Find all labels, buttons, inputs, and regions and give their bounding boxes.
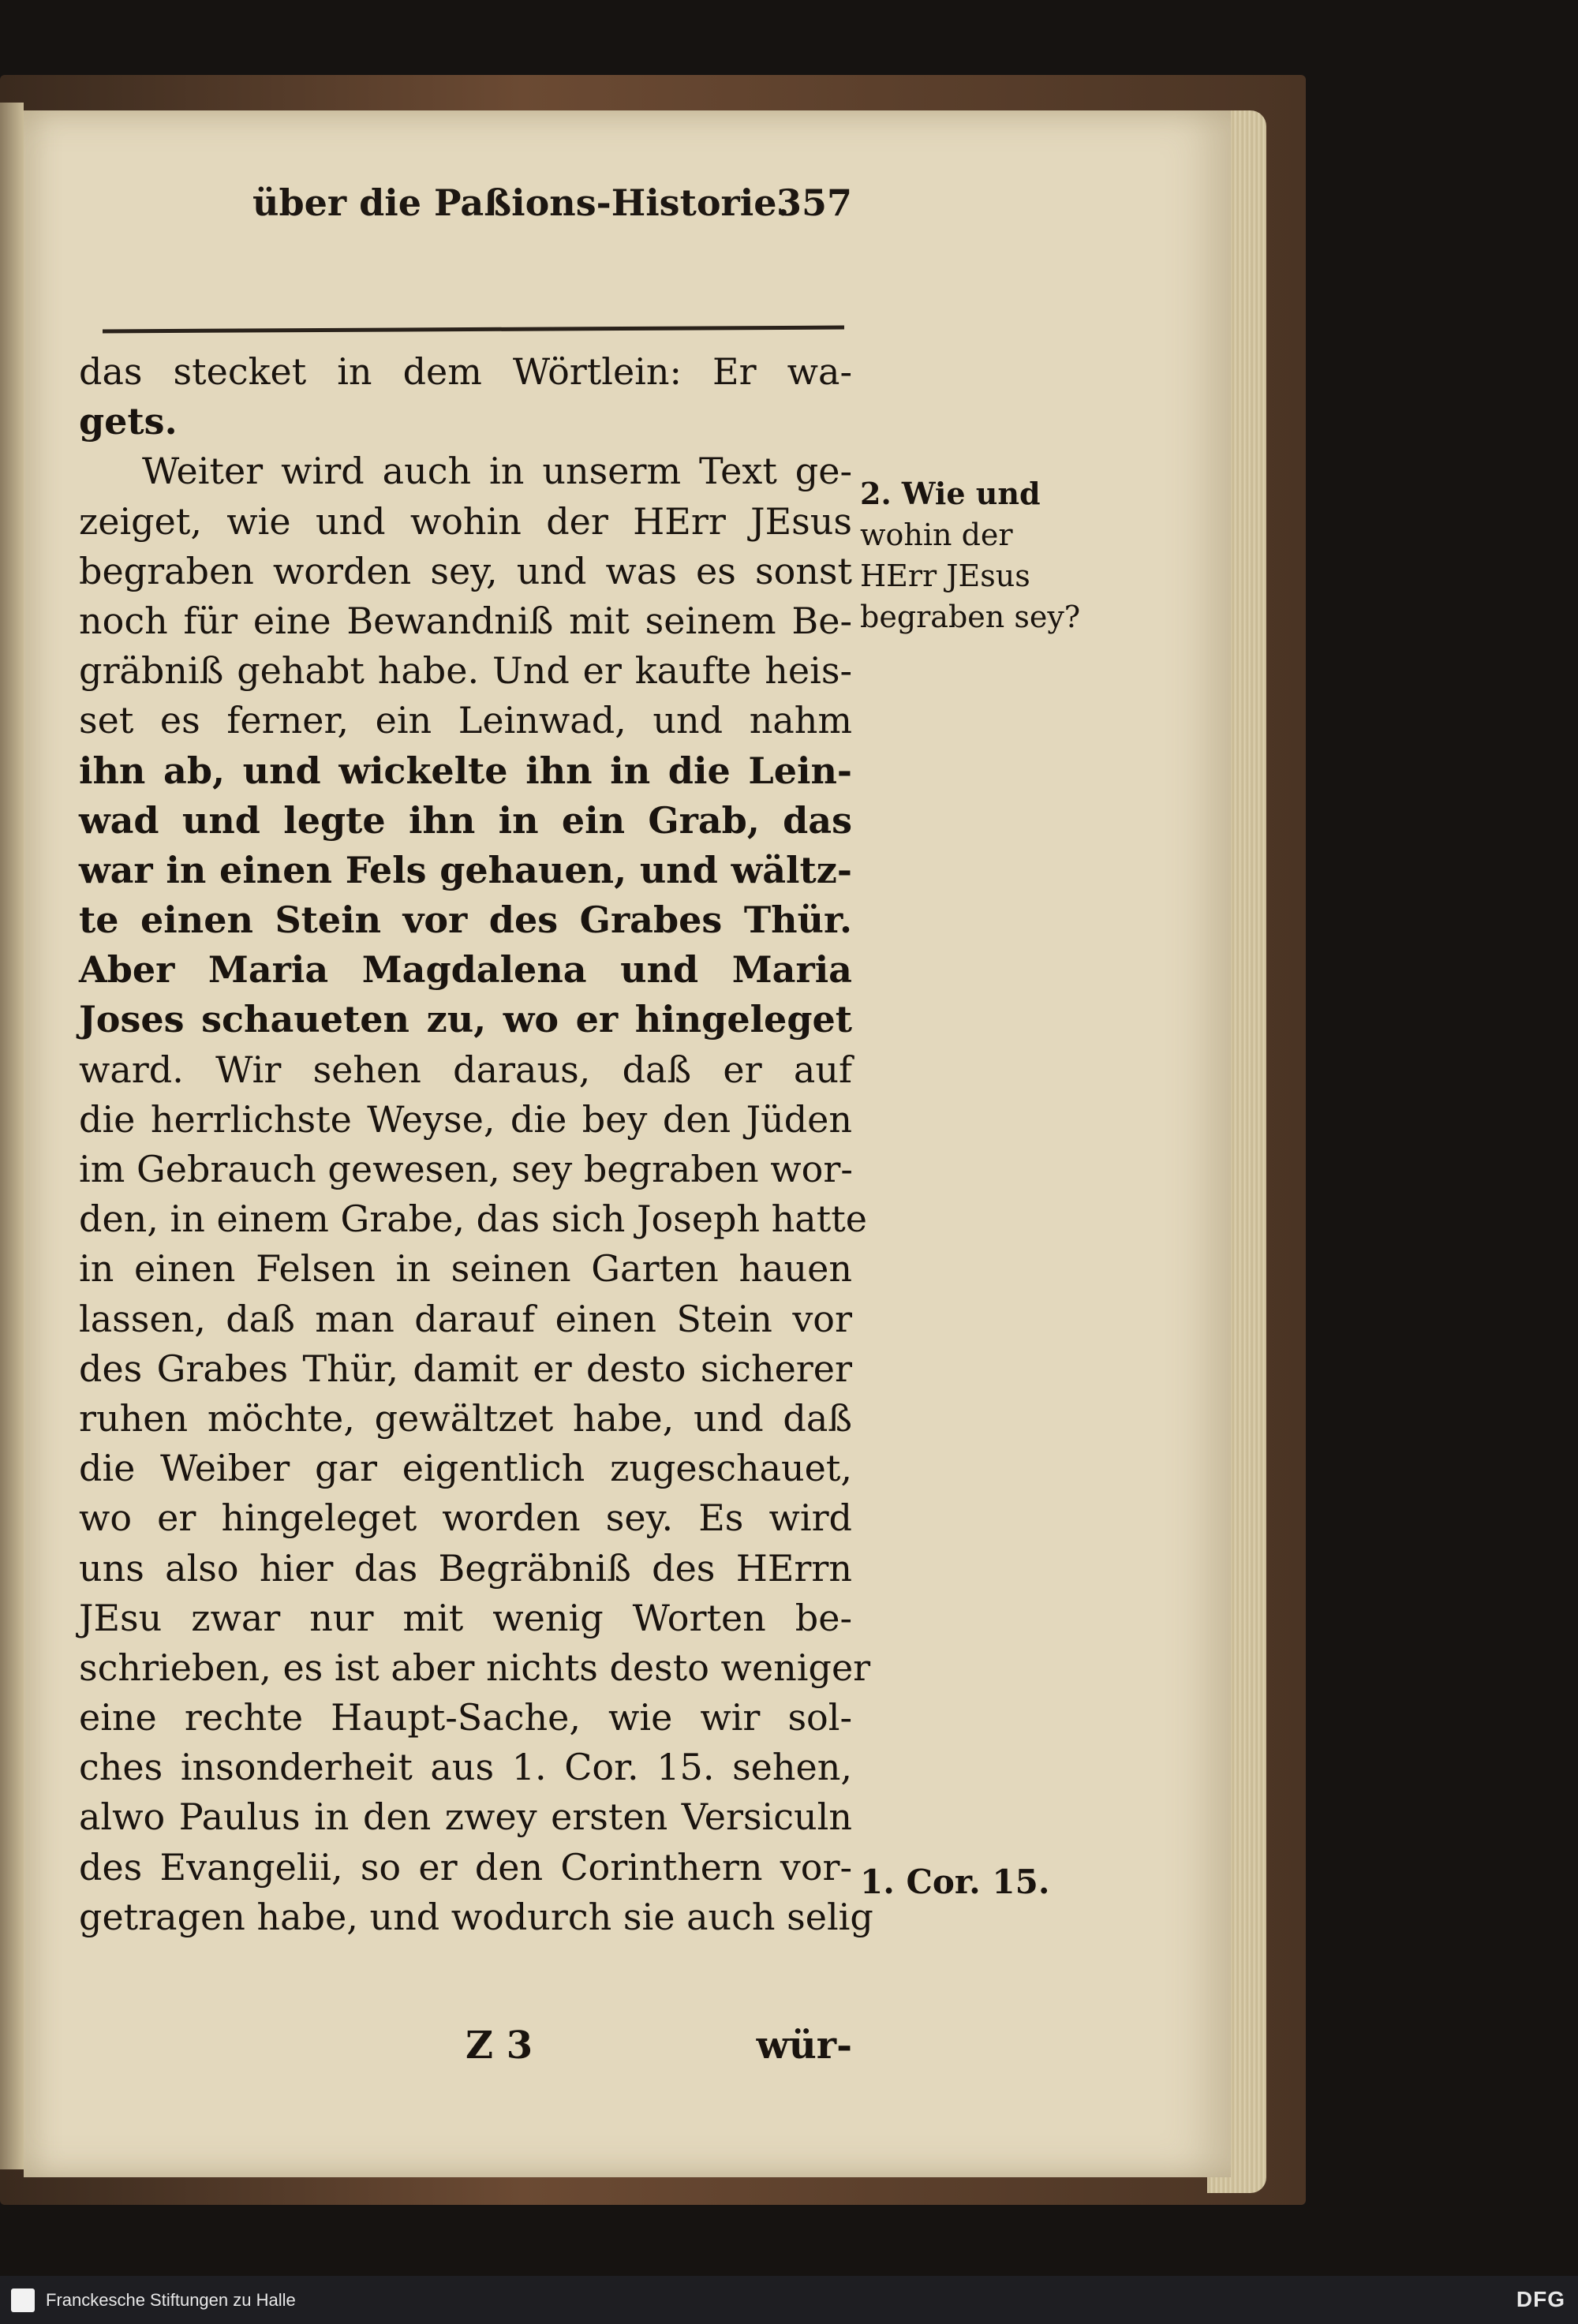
text-line: ward. Wir sehen daraus, daß er auf: [79, 1048, 852, 1091]
text-line: set es ferner, ein Leinwad, und nahm: [79, 699, 852, 742]
text-line: war in einen Fels gehauen, und wältz-: [79, 848, 852, 891]
text-line: wo er hingeleget worden sey. Es wird: [79, 1496, 852, 1540]
text-line: ches insonderheit aus 1. Cor. 15. sehen,: [79, 1746, 852, 1789]
page-header: [237, 174, 852, 237]
text-line: Aber Maria Magdalena und Maria: [79, 948, 852, 992]
text-line: alwo Paulus in den zwey ersten Versiculn: [79, 1795, 852, 1839]
running-head: über die Paßions-Historie.: [252, 181, 790, 224]
margin-note-line: 2. Wie und: [860, 476, 1041, 511]
text-line: noch für eine Bewandniß mit seinem Be-: [79, 599, 852, 642]
text-line: das stecket in dem Wörtlein: Er wa-: [79, 350, 852, 393]
text-line: Weiter wird auch in unserm Text ge-: [142, 450, 852, 493]
text-line: JEsu zwar nur mit wenig Worten be-: [79, 1596, 852, 1639]
text-line: des Evangelii, so er den Corinthern vor-: [79, 1845, 852, 1889]
text-line: Joses schaueten zu, wo er hingeleget: [79, 998, 852, 1041]
text-line: zeiget, wie und wohin der HErr JEsus: [79, 499, 852, 543]
text-line: ruhen möchte, gewältzet habe, und daß: [79, 1396, 852, 1440]
text-line: begraben worden sey, und was es sonst: [79, 549, 852, 592]
left-page-edge: [0, 103, 24, 2169]
text-line: schrieben, es ist aber nichts desto weniger: [79, 1646, 871, 1689]
margin-note-line: wohin der: [860, 517, 1013, 552]
margin-note-line: begraben sey?: [860, 600, 1081, 634]
page-number: 357: [776, 181, 852, 224]
text-line: uns also hier das Begräbniß des HErrn: [79, 1546, 852, 1590]
text-line: lassen, daß man darauf einen Stein vor: [79, 1297, 852, 1340]
catchword: wür-: [756, 2023, 852, 2068]
text-line: die Weiber gar eigentlich zugeschauet,: [79, 1447, 852, 1490]
text-line: getragen habe, und wodurch sie auch selig: [79, 1895, 873, 1938]
dfg-logo: DFG: [1516, 2287, 1565, 2311]
text-line: gräbniß gehabt habe. Und er kaufte heis-: [79, 649, 852, 693]
text-line: des Grabes Thür, damit er desto sicherer: [79, 1347, 852, 1390]
text-line: wad und legte ihn in ein Grab, das: [79, 798, 852, 842]
text-line: den, in einem Grabe, das sich Joseph hatte: [79, 1197, 867, 1241]
text-line: te einen Stein vor des Grabes Thür.: [79, 899, 852, 942]
body-text: [79, 347, 873, 1942]
text-line: gets.: [79, 400, 178, 443]
margin-note-reference: 1. Cor. 15.: [860, 1863, 1050, 1901]
margin-note-burial: [860, 473, 1097, 637]
viewer-footer: [0, 2276, 1578, 2324]
text-line: die herrlichste Weyse, die bey den Jüden: [79, 1097, 852, 1141]
institution-logo-icon: [11, 2289, 35, 2312]
text-line: eine rechte Haupt-Sache, wie wir sol-: [79, 1696, 852, 1739]
institution-name: Franckesche Stiftungen zu Halle: [46, 2290, 296, 2310]
signature-mark: Z 3: [466, 2023, 533, 2068]
text-line: in einen Felsen in seinen Garten hauen: [79, 1247, 852, 1291]
text-line: im Gebrauch gewesen, sey begraben wor-: [79, 1148, 853, 1190]
text-line: ihn ab, und wickelte ihn in die Lein-: [79, 749, 852, 792]
margin-note-line: HErr JEsus: [860, 559, 1030, 593]
